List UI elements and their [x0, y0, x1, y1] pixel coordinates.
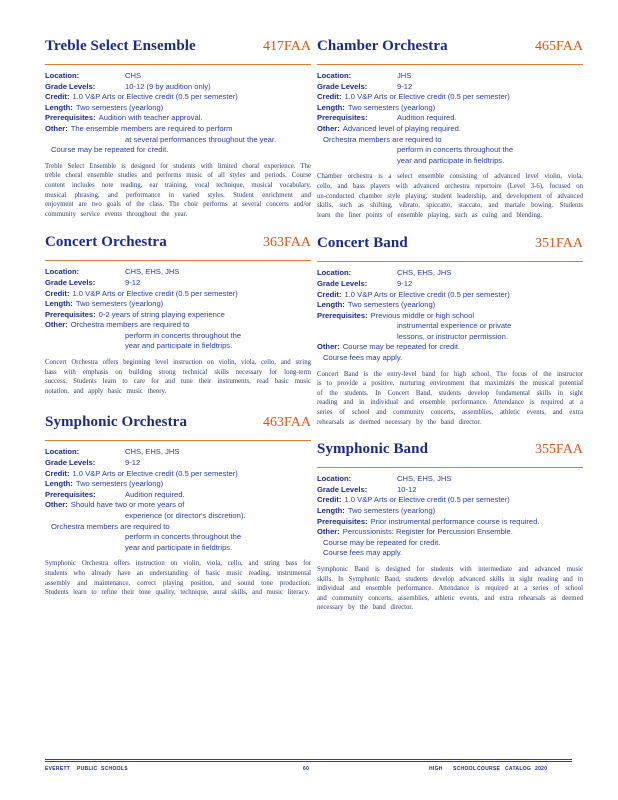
location-field: Location: JHS [317, 71, 412, 80]
course-description: Symphonic Orchestra offers instruction on violin, viola, cello, and string bass for students who already have an understanding of basic music reading, instrumental assembly and maintenance, correct playing position, and sound tone production. Students learn to refine their tone quality, technique, aural skills, and music literacy. [45, 560, 311, 597]
course-title: Concert Band [317, 235, 408, 252]
course-code: 351FAA [535, 236, 583, 252]
credit-field: Credit: 1.0 V&P Arts or Elective credit (0.5 per semester) [317, 92, 510, 102]
divider [317, 64, 583, 65]
location-field: Location: CHS, EHS, JHS [317, 474, 452, 484]
course-description: Chamber orchestra is a select ensemble consisting of advanced level violin, viola, cello, and bass players with advanced orchestra repertoire (Level 3-6), focused on un-conducted chamber style playing, student leadership, and development of advanced skills, such as shifting, vibrato, spiccatto, staccato, and martale bowing. Students learn the finer points of ensemble playing, such as cuing and blending. [317, 173, 583, 219]
prerequisites-field: Prerequisites: Prior instrumental performance course is required. [317, 516, 540, 526]
course-title: Symphonic Orchestra [45, 414, 188, 431]
footer-rule-top [45, 759, 572, 760]
footer-word: SCHOOLS [101, 766, 128, 772]
grade-levels-field: Grade Levels: 9-12 [45, 277, 141, 287]
length-field: Length: Two semesters (yearlong) [317, 102, 436, 112]
length-field: Length: Two semesters (yearlong) [317, 300, 436, 310]
other-field: Other: Course may be repeated for credit. Course fees may apply. [317, 342, 461, 363]
length-field: Length: Two semesters (yearlong) [45, 299, 164, 309]
footer-word: HIGH [429, 766, 443, 772]
grade-levels-field: Grade Levels: 10-12 (9 by audition only) [45, 81, 211, 91]
length-field: Length: Two semesters (yearlong) [45, 479, 164, 489]
other-field: Other: Percussionists: Register for Percussion Ensemble. Course may be repeated for credit. Course fees may apply. [317, 527, 513, 558]
location-field: Location: CHS, EHS, JHS [317, 268, 452, 278]
credit-field: Credit: 1.0 V&P Arts or Elective credit (0.5 per semester) [317, 495, 510, 505]
footer-word: SCHOOL [453, 766, 477, 772]
page-number: 60 [303, 766, 310, 772]
footer-rule-bottom [45, 761, 572, 762]
prerequisites-field: Prerequisites: Audition required. [45, 489, 185, 499]
course-concert-band [317, 235, 583, 427]
course-code: 463FAA [263, 415, 311, 431]
divider [45, 440, 311, 441]
grade-levels-field: Grade Levels: 9-12 [317, 81, 413, 91]
course-description: Concert Band is the entry-level band for high school. The focus of the instructor is to provide a positive, nurturing environment that maximizes the musical potential of the students. In Concert Band, students develop fundamental skills in sight reading and in individual and ensemble performance. Attendance is required at a series of school and community concerts, assemblies, athletic events, and extra rehearsals as deemed necessary by the band director. [317, 370, 583, 426]
divider [317, 467, 583, 468]
course-title: Concert Orchestra [45, 234, 167, 251]
course-symphonic-band [317, 441, 583, 613]
other-field: Other: Advanced level of playing required. Orchestra members are required to perform in concerts throughout the year and participate in fieldtrips. [317, 123, 514, 165]
course-title: Chamber Orchestra [317, 38, 448, 54]
course-title: Symphonic Band [317, 441, 429, 458]
length-field: Length: Two semesters (yearlong) [317, 506, 436, 515]
footer-word: COURSE [477, 766, 501, 772]
prerequisites-field: Prerequisites: Audition with teacher approval. [45, 113, 203, 123]
grade-levels-field: Grade Levels: 10-12 [317, 484, 417, 494]
course-chamber-orchestra [317, 38, 583, 220]
location-field: Location: CHS, EHS, JHS [45, 447, 180, 457]
credit-field: Credit: 1.0 V&P Arts or Elective credit (0.5 per semester) [45, 288, 238, 298]
left-column [45, 38, 311, 598]
course-concert-orchestra [45, 234, 311, 396]
prerequisites-field: Prerequisites: 0-2 years of string playing experience [45, 309, 225, 319]
prerequisites-field: Prerequisites: Audition required. [317, 113, 457, 123]
course-treble-select-ensemble [45, 38, 311, 219]
footer-word: PUBLIC [77, 766, 98, 772]
course-code: 363FAA [263, 235, 311, 251]
other-field: Other: The ensemble members are required to perform at several performances throughout the year. Course may be repeated for credit. [45, 123, 277, 155]
course-code: 465FAA [535, 39, 583, 54]
prerequisites-field: Prerequisites: Previous middle or high school instrumental experience or private lessons, or instructor permission. [317, 310, 512, 341]
location-field: Location: CHS, EHS, JHS [45, 267, 180, 277]
credit-field: Credit: 1.0 V&P Arts or Elective credit (0.5 per semester) [45, 92, 238, 102]
other-field: Other: Orchestra members are required to perform in concerts throughout the year and participate in fieldtrips. [45, 320, 242, 351]
other-field: Other: Should have two or more years of experience (or director's discretion). Orchestra members are required to perform in concerts throughout the year and participate in fieldtrips. [45, 500, 246, 552]
credit-field: Credit: 1.0 V&P Arts or Elective credit (0.5 per semester) [45, 468, 238, 478]
grade-levels-field: Grade Levels: 9-12 [317, 278, 413, 288]
course-description: Treble Select Ensemble is designed for students with limited choral experience. The treble choral ensemble studies and performs music of all styles and periods. Course content includes note reading, ear training, vocal technique, musical vocabulary, musical phrasing, and performance in varied styles. Student enrichment and enjoyment are two goals of the class. The choir performs at several concerts and/or community service events throughout the year. [45, 162, 311, 218]
length-field: Length: Two semesters (yearlong) [45, 102, 164, 112]
course-description: Concert Orchestra offers beginning level instruction on violin, viola, cello, and string bass with emphasis on building strong technical skills necessary for long-term success. Students learn to care for and tune their instruments, read basic music notation, and apply basic music theory. [45, 359, 311, 395]
right-column [317, 38, 583, 613]
footer-word: EVERETT [45, 766, 71, 772]
course-symphonic-orchestra [45, 414, 311, 597]
grade-levels-field: Grade Levels: 9-12 [45, 458, 141, 468]
course-code: 355FAA [535, 442, 583, 458]
location-field: Location: CHS [45, 71, 142, 80]
footer-word: CATALOG [505, 766, 532, 772]
divider [45, 64, 311, 65]
divider [45, 260, 311, 261]
footer-year: 2020 [535, 766, 548, 772]
course-title: Treble Select Ensemble [45, 38, 196, 54]
course-code: 417FAA [263, 39, 311, 54]
course-description: Symphonic Band is designed for students with intermediate and advanced music skills. In Symphonic Band, students develop advanced skills in sight reading and in individual and ensemble performance. Attendance is required at a series of school and community concerts, assemblies, athletic events, and extra rehearsals as deemed necessary by the band director. [317, 565, 583, 612]
divider [317, 261, 583, 262]
page-footer [45, 766, 572, 776]
credit-field: Credit: 1.0 V&P Arts or Elective credit (0.5 per semester) [317, 289, 510, 299]
